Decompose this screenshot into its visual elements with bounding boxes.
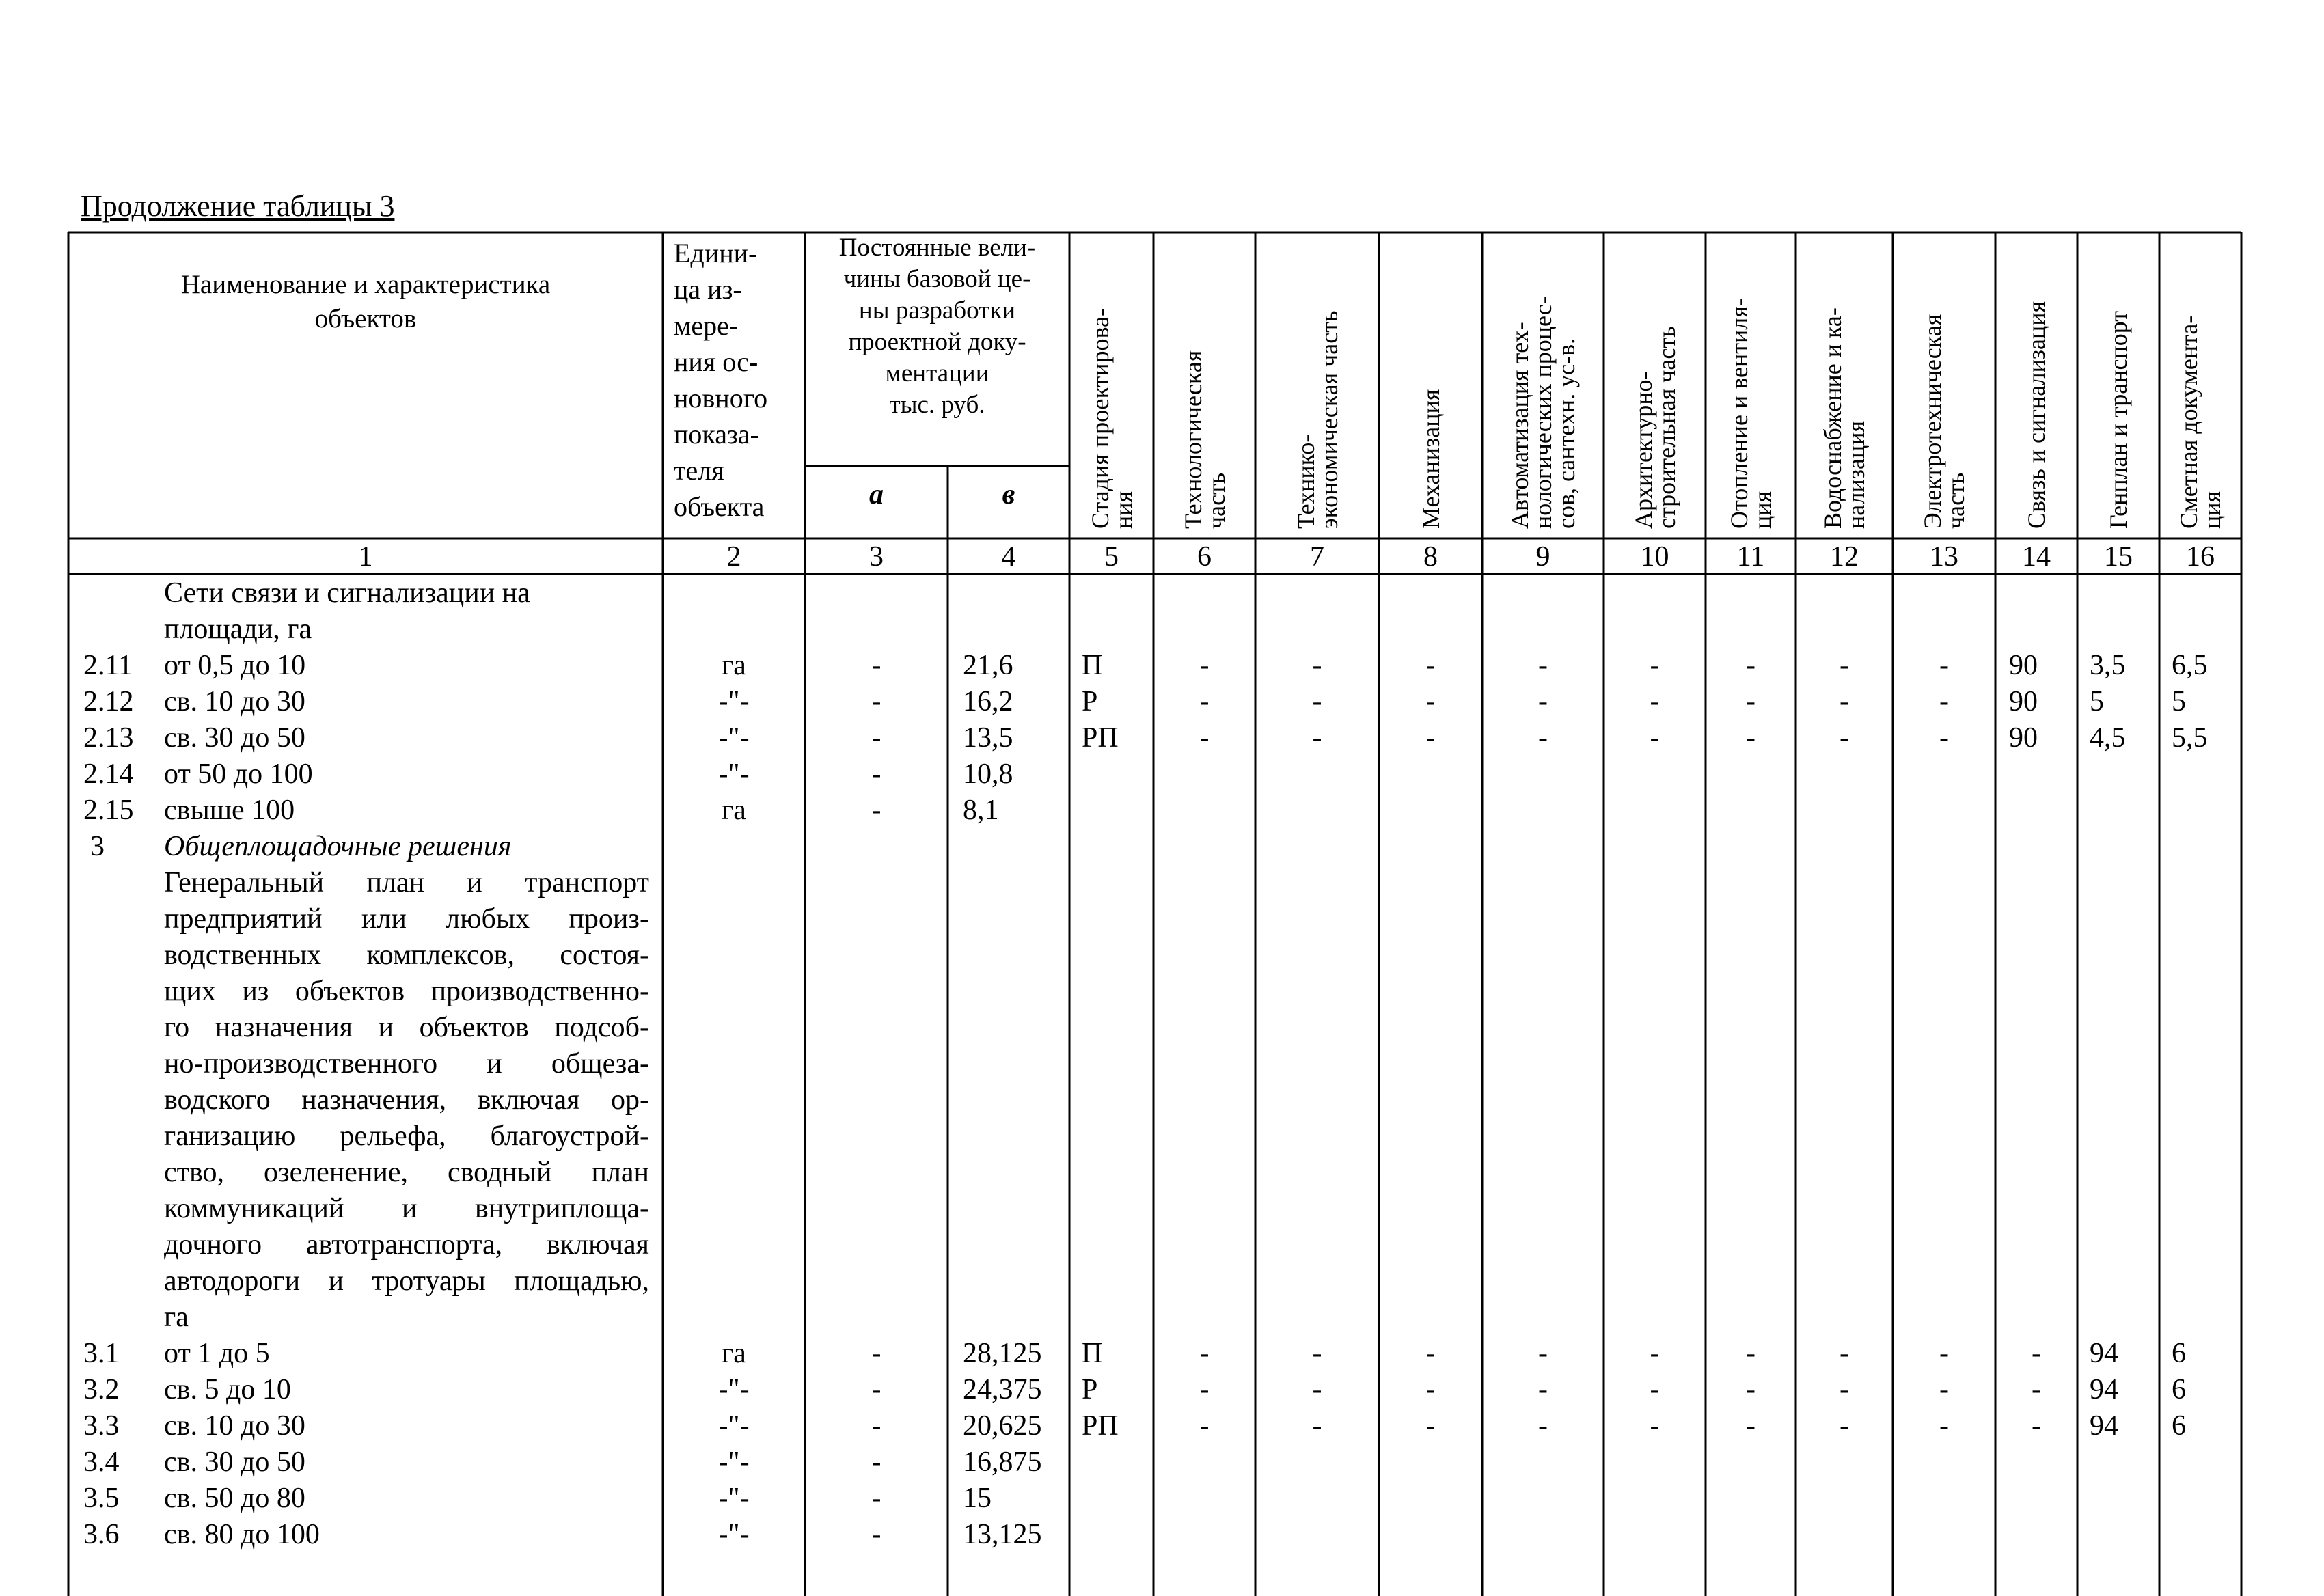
column-number: 10 <box>1640 541 1669 573</box>
header-col1-line: объектов <box>314 304 417 333</box>
header-rotated-col-7 <box>1276 242 1358 529</box>
row-value-a: - <box>871 1519 881 1550</box>
header-col34-line: Постоянные вели- <box>838 234 1036 262</box>
section-title: Общеплощадочные решения <box>164 831 512 862</box>
header-rotated-line: строительная часть <box>1652 326 1680 529</box>
row-value-b: 15 <box>963 1483 992 1514</box>
column-number: 5 <box>1104 541 1119 573</box>
row-name: св. 30 до 50 <box>164 722 305 754</box>
header-rotated-line: часть <box>1202 472 1230 529</box>
row-cell-c7: - <box>1312 686 1322 717</box>
header-rotated-line: часть <box>1942 472 1969 529</box>
column-number: 7 <box>1310 541 1324 573</box>
row-value-b: 16,875 <box>963 1446 1042 1478</box>
row-cell-c13: - <box>1939 1338 1949 1369</box>
row-cell-c16: 5 <box>2172 686 2186 717</box>
header-col34-line: чины базовой це- <box>843 265 1031 293</box>
header-rotated-line: Автоматизация тех- <box>1506 322 1533 529</box>
row-name: св. 10 до 30 <box>164 1410 305 1442</box>
row-cell-c11: - <box>1746 686 1755 717</box>
row-number: 3.2 <box>83 1374 120 1405</box>
header-rotated-line: нализация <box>1842 420 1870 529</box>
row-cell-c9: - <box>1538 650 1548 681</box>
header-rotated-line: Механизация <box>1417 389 1445 529</box>
row-value-b: 21,6 <box>963 650 1013 681</box>
header-rotated-line: Связь и сигнализация <box>2023 301 2050 529</box>
header-col2-line: объекта <box>674 491 765 522</box>
row-value-b: 13,5 <box>963 722 1013 754</box>
header-rotated-line: Сметная документа- <box>2175 315 2202 529</box>
column-number: 12 <box>1830 541 1859 573</box>
row-cell-c13: - <box>1939 650 1949 681</box>
row-cell-c6: - <box>1199 1410 1209 1442</box>
row-cell-c10: - <box>1650 1410 1660 1442</box>
row-cell-c14: - <box>2032 1374 2041 1405</box>
row-cell-c10: - <box>1650 1338 1660 1369</box>
row-value-a: - <box>871 722 881 754</box>
row-cell-c13: - <box>1939 722 1949 754</box>
row-cell-c6: - <box>1199 686 1209 717</box>
row-cell-c16: 5,5 <box>2172 722 2208 754</box>
header-rotated-line: Архитектурно- <box>1629 371 1657 529</box>
header-rotated-col-8 <box>1390 242 1472 529</box>
header-col34-line: проектной доку- <box>848 328 1026 356</box>
row-cell-c8: - <box>1425 1410 1436 1442</box>
row-cell-c9: - <box>1538 1338 1548 1369</box>
row-name: свыше 100 <box>164 795 295 826</box>
row-cell-c16: 6 <box>2172 1338 2186 1369</box>
row-value-a: - <box>871 1483 881 1514</box>
row-cell-c8: - <box>1425 722 1436 754</box>
section-description-line: водственных комплексов, состоя- <box>164 939 649 971</box>
row-cell-c7: - <box>1312 1374 1322 1405</box>
header-col2-line: теля <box>674 455 724 486</box>
row-unit: га <box>722 650 746 681</box>
row-value-a: - <box>871 1338 881 1369</box>
row-cell-c15: 3,5 <box>2090 650 2126 681</box>
row-cell-c7: - <box>1312 1338 1322 1369</box>
row-cell-c9: - <box>1538 722 1548 754</box>
row-unit: -"- <box>718 1374 750 1405</box>
row-cell-c14: 90 <box>2009 650 2038 681</box>
row-name: св. 50 до 80 <box>164 1483 305 1514</box>
header-rotated-line: ция <box>2198 491 2226 529</box>
section-description-line: предприятий или любых произ- <box>164 903 649 935</box>
row-value-b: 8,1 <box>963 795 999 826</box>
row-cell-c6: - <box>1199 1338 1209 1369</box>
subheader-b: в <box>1002 479 1015 510</box>
row-value-a: - <box>871 758 881 790</box>
row-cell-c16: 6 <box>2172 1374 2186 1405</box>
row-cell-c14: 90 <box>2009 722 2038 754</box>
row-number: 2.11 <box>83 650 133 681</box>
row-value-a: - <box>871 1446 881 1478</box>
row-cell-c12: - <box>1840 650 1849 681</box>
row-name: св. 30 до 50 <box>164 1446 305 1478</box>
row-stage: Р <box>1082 1374 1098 1405</box>
header-rotated-col-10 <box>1614 242 1696 529</box>
section-number: 3 <box>90 831 105 862</box>
header-rotated-col-14 <box>1995 242 2077 529</box>
row-value-b: 28,125 <box>963 1338 1042 1369</box>
row-number: 2.12 <box>83 686 134 717</box>
row-cell-c14: 90 <box>2009 686 2038 717</box>
row-number: 3.1 <box>83 1338 120 1369</box>
header-rotated-line: Генплан и транспорт <box>2105 311 2132 529</box>
header-rotated-col-16 <box>2159 242 2241 529</box>
row-cell-c8: - <box>1425 686 1436 717</box>
row-value-a: - <box>871 686 881 717</box>
row-value-b: 10,8 <box>963 758 1013 790</box>
column-number: 13 <box>1930 541 1958 573</box>
row-cell-c16: 6 <box>2172 1410 2186 1442</box>
row-unit: -"- <box>718 1410 750 1442</box>
row-cell-c16: 6,5 <box>2172 650 2208 681</box>
header-col1-line: Наименование и характеристика <box>180 270 551 299</box>
section-description-line: ганизацию рельефа, благоустрой- <box>164 1120 649 1152</box>
row-unit: -"- <box>718 722 750 754</box>
row-unit: -"- <box>718 1446 750 1478</box>
row-number: 3.4 <box>83 1446 120 1478</box>
column-number: 1 <box>358 541 373 573</box>
row-value-b: 16,2 <box>963 686 1013 717</box>
header-col2-line: новного <box>674 383 768 413</box>
header-rotated-line: Водоснабжение и ка- <box>1819 307 1846 529</box>
header-rotated-line: ния <box>1109 491 1137 529</box>
section-description-line: щих из объектов производственно- <box>164 976 649 1007</box>
table-caption: Продолжение таблицы 3 <box>81 189 395 223</box>
row-cell-c8: - <box>1425 1338 1436 1369</box>
header-col2-line: ния ос- <box>674 346 758 377</box>
subheader-a: а <box>869 479 884 510</box>
header-col2-line: ца из- <box>674 274 742 305</box>
row-cell-c15: 94 <box>2090 1410 2118 1442</box>
section-description-line: ство, озеленение, сводный план <box>164 1157 649 1188</box>
section-description-line: но-производственного и общеза- <box>164 1048 649 1079</box>
row-cell-c13: - <box>1939 1374 1949 1405</box>
header-rotated-col-15 <box>2077 242 2159 529</box>
row-cell-c13: - <box>1939 1410 1949 1442</box>
header-rotated-col-9 <box>1502 242 1584 529</box>
row-unit: га <box>722 1338 746 1369</box>
row-cell-c6: - <box>1199 722 1209 754</box>
row-cell-c10: - <box>1650 686 1660 717</box>
row-cell-c14: - <box>2032 1338 2041 1369</box>
column-number: 9 <box>1535 541 1550 573</box>
row-stage: П <box>1082 650 1103 681</box>
row-cell-c12: - <box>1840 1338 1849 1369</box>
row-cell-c10: - <box>1650 1374 1660 1405</box>
column-number: 6 <box>1197 541 1212 573</box>
row-name: от 50 до 100 <box>164 758 313 790</box>
header-rotated-line: экономическая часть <box>1315 310 1343 529</box>
row-cell-c9: - <box>1538 686 1548 717</box>
row-value-a: - <box>871 795 881 826</box>
row-cell-c11: - <box>1746 1410 1755 1442</box>
row-stage: РП <box>1082 722 1119 754</box>
row-cell-c11: - <box>1746 1338 1755 1369</box>
row-cell-c8: - <box>1425 1374 1436 1405</box>
header-col2-line: мере- <box>674 310 739 341</box>
column-number: 4 <box>1001 541 1016 573</box>
row-value-a: - <box>871 650 881 681</box>
row-number: 2.15 <box>83 795 134 826</box>
row-cell-c12: - <box>1840 1374 1849 1405</box>
section-description-line: коммуникаций и внутриплоща- <box>164 1193 649 1224</box>
row-cell-c10: - <box>1650 722 1660 754</box>
header-rotated-line: сов, сантехн. ус-в. <box>1553 338 1580 529</box>
section-description-line: водского назначения, включая ор- <box>164 1084 649 1116</box>
header-rotated-line: Технико- <box>1291 434 1320 529</box>
row-value-a: - <box>871 1410 881 1442</box>
column-number: 11 <box>1736 541 1765 573</box>
row-cell-c7: - <box>1312 1410 1322 1442</box>
row-number: 2.13 <box>83 722 134 754</box>
row-cell-c7: - <box>1312 722 1322 754</box>
header-col34-line: ментации <box>885 359 989 387</box>
column-number: 14 <box>2022 541 2051 573</box>
column-number: 8 <box>1423 541 1438 573</box>
header-col34-line: тыс. руб. <box>889 391 985 419</box>
row-name: от 1 до 5 <box>164 1338 270 1369</box>
row-value-b: 24,375 <box>963 1374 1042 1405</box>
row-cell-c9: - <box>1538 1410 1548 1442</box>
row-stage: Р <box>1082 686 1098 717</box>
row-cell-c11: - <box>1746 650 1755 681</box>
row-unit: га <box>722 795 746 826</box>
row-cell-c8: - <box>1425 650 1436 681</box>
section-description-line: дочного автотранспорта, включая <box>164 1229 649 1261</box>
row-name: от 0,5 до 10 <box>164 650 306 681</box>
column-number: 3 <box>869 541 884 573</box>
section-description-line: автодороги и тротуары площадью, <box>164 1265 649 1297</box>
column-number: 15 <box>2104 541 2133 573</box>
section-description-line: га <box>164 1302 189 1333</box>
header-rotated-line: нологических процес- <box>1529 296 1557 529</box>
row-unit: -"- <box>718 758 750 790</box>
row-cell-c11: - <box>1746 1374 1755 1405</box>
row-cell-c6: - <box>1199 650 1209 681</box>
row-value-a: - <box>871 1374 881 1405</box>
row-cell-c15: 94 <box>2090 1338 2118 1369</box>
header-rotated-col-5 <box>1071 242 1153 529</box>
column-number: 2 <box>726 541 741 573</box>
row-name: св. 80 до 100 <box>164 1519 320 1550</box>
row-unit: -"- <box>718 1519 750 1550</box>
header-rotated-line: Технологическая <box>1179 350 1207 529</box>
row-cell-c15: 5 <box>2090 686 2104 717</box>
row-number: 3.3 <box>83 1410 120 1442</box>
row-cell-c12: - <box>1840 1410 1849 1442</box>
header-rotated-col-11 <box>1710 242 1792 529</box>
column-number: 16 <box>2186 541 2215 573</box>
row-name: св. 5 до 10 <box>164 1374 291 1405</box>
header-rotated-line: Стадия проектирова- <box>1086 307 1114 529</box>
row-cell-c12: - <box>1840 686 1849 717</box>
row-cell-c12: - <box>1840 722 1849 754</box>
row-unit: -"- <box>718 1483 750 1514</box>
row-number: 2.14 <box>83 758 134 790</box>
header-rotated-line: Отопление и вентиля- <box>1725 298 1753 529</box>
row-value-b: 20,625 <box>963 1410 1042 1442</box>
row-cell-c11: - <box>1746 722 1755 754</box>
row-cell-c6: - <box>1199 1374 1209 1405</box>
row-cell-c10: - <box>1650 650 1660 681</box>
section-description-line: го назначения и объектов подсоб- <box>164 1012 649 1043</box>
header-rotated-line: Электротехническая <box>1919 314 1946 529</box>
header-rotated-line: ция <box>1749 491 1776 529</box>
section-description-line: Генеральный план и транспорт <box>164 867 649 898</box>
header-col2-line: Едини- <box>674 238 758 269</box>
row-stage: П <box>1082 1338 1103 1369</box>
row-name: св. 10 до 30 <box>164 686 305 717</box>
row-number: 3.6 <box>83 1519 120 1550</box>
row-stage: РП <box>1082 1410 1119 1442</box>
group-heading-line: площади, га <box>164 614 312 645</box>
row-cell-c15: 4,5 <box>2090 722 2126 754</box>
row-cell-c15: 94 <box>2090 1374 2118 1405</box>
row-cell-c14: - <box>2032 1410 2041 1442</box>
header-rotated-col-13 <box>1903 242 1985 529</box>
row-unit: -"- <box>718 686 750 717</box>
header-col2-line: показа- <box>674 419 759 450</box>
group-heading-line: Сети связи и сигнализации на <box>164 577 530 609</box>
row-cell-c9: - <box>1538 1374 1548 1405</box>
header-rotated-col-6 <box>1164 242 1246 529</box>
row-value-b: 13,125 <box>963 1519 1042 1550</box>
header-col34-line: ны разработки <box>858 297 1016 325</box>
row-number: 3.5 <box>83 1483 120 1514</box>
row-cell-c7: - <box>1312 650 1322 681</box>
header-rotated-col-12 <box>1803 242 1885 529</box>
row-cell-c13: - <box>1939 686 1949 717</box>
